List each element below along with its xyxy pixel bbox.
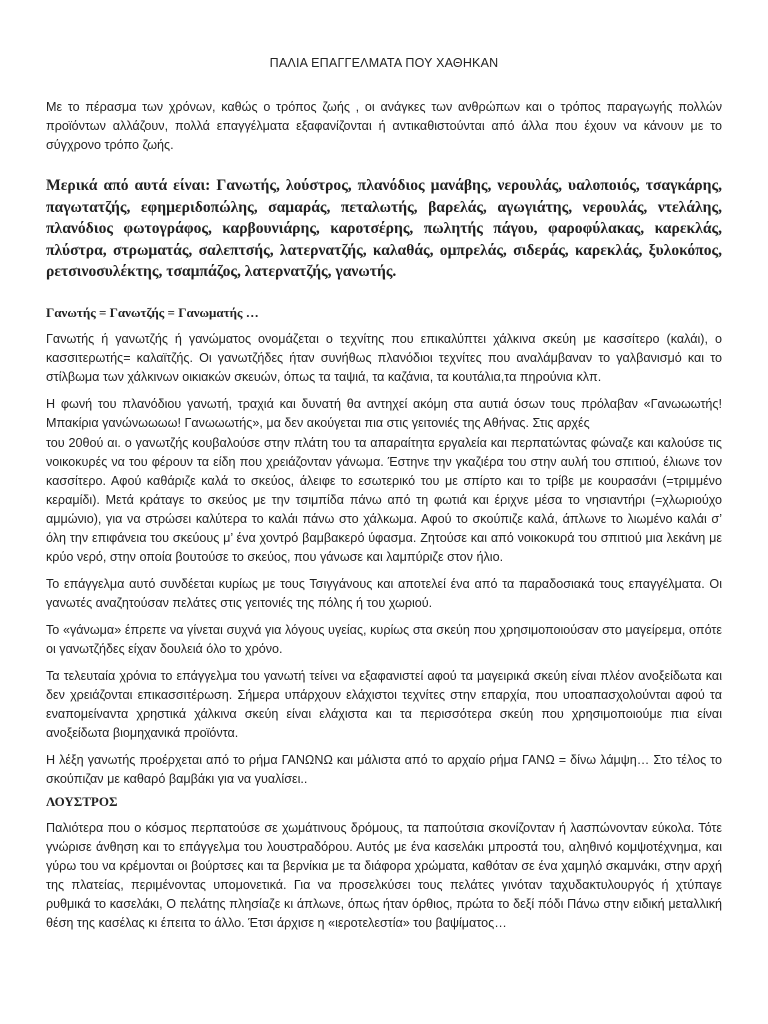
- ganotis-paragraph-5: Το «γάνωμα» έπρεπε να γίνεται συχνά για λόγους υγείας, κυρίως στα σκεύη που χρησιμοποιούσαν στο μαγείρεμα, οπότε οι γανωτζήδες είχαν δουλειά όλο το χρόνο.: [46, 622, 722, 656]
- document-page: [46, 0, 722, 933]
- ganotis-paragraph-4: Το επάγγελμα αυτό συνδέεται κυρίως με τους Τσιγγάνους και αποτελεί ένα από τα παραδοσιακά τους επαγγέλματα. Οι γανωτές αναζητούσαν πελάτες στις γειτονιές της πόλης ή του χωριού.: [46, 576, 722, 610]
- section-heading-loustros: ΛΟΥΣΤΡΟΣ: [46, 793, 118, 809]
- ganotis-paragraph-6: Τα τελευταία χρόνια το επάγγελμα του γανωτή τείνει να εξαφανιστεί αφού τα μαγειρικά σκεύη είναι πλέον ανοξείδωτα και δεν χρειάζονται επικασσιτέρωση. Σήμερα υπάρχουν ελάχιστοι τεχνίτες στην επαρχία, που υποαπασχολούνται αφού τα εναπομείναντα χρηστικά χάλκινα σκεύη είναι ελάχιστα και τα περισσότερα σκεύη που χρησιμοποιούμε πια είναι ανοξείδωτα βιομηχανικά προϊόντα.: [46, 668, 722, 740]
- page-title: ΠΑΛΙΑ ΕΠΑΓΓΕΛΜΑΤΑ ΠΟΥ ΧΑΘΗΚΑΝ: [269, 56, 499, 70]
- loustros-paragraph-1: Παλιότερα που ο κόσμος περπατούσε σε χωμάτινους δρόμους, τα παπούτσια σκονίζονταν ή λασπώνονταν εύκολα. Τότε γνώρισε άνθηση και το επάγγελμα του λουστραδόρου. Αυτός με ένα κασελάκι μπροστά του, αληθινό κομψοτέχνημα, και γύρω του να κρέμονται οι βούρτσες και τα βερνίκια με τα διάφορα χρώματα, καθόταν σε ένα χαμηλό σκαμνάκι, στην αρχή της πλατείας, περιμένοντας υπομονετικά. Για να προσελκύσει τους πελάτες γινόταν ταχυδακτυλουργός ή χτύπαγε ρυθμικά το κασελάκι, Ο πελάτης πλησίαζε κι άπλωνε, όπως ήταν όρθιος, πρώτα το δεξί πόδι Πάνω στην ειδική μεταλλική θέση της κασέλας κι έπειτα το άλλο. Έτσι άρχισε η «ιεροτελεστία» του βαψίματος…: [46, 820, 722, 930]
- ganotis-paragraph-7: Η λέξη γανωτής προέρχεται από το ρήμα ΓΑΝΩΝΩ και μάλιστα από το αρχαίο ρήμα ΓΑΝΩ = δίνω λάμψη… Στο τέλος το σκούπιζαν με καθαρό βαμβάκι για να γυαλίσει..: [46, 752, 722, 786]
- ganotis-paragraph-2: Η φωνή του πλανόδιου γανωτή, τραχιά και δυνατή θα αντηχεί ακόμη στα αυτιά όσων τους πρόλαβαν «Γανωωωτής! Μπακίρια γανώνωωωω! Γανωωωτής», μα δεν ακούγεται πια στις γειτονιές της Αθήνας. Στις αρχές: [46, 396, 722, 430]
- section-heading-ganotis: Γανωτής = Γανωτζής = Γανωματής …: [46, 304, 259, 320]
- ganotis-paragraph-1: Γανωτής ή γανωτζής ή γανώματος ονομάζεται ο τεχνίτης που επικαλύπτει χάλκινα σκεύη με κασσίτερο (καλάι), ο κασσιτερωτής= καλαϊτζής. Οι γανωτζήδες ήταν συνήθως πλανόδιοι τεχνίτες που αναλάμβαναν το γαλβανισμό και το στίλβωμα των χάλκινων οικιακών σκευών, όπως τα ταψιά, τα καζάνια, τα κουτάλια,τα πηρούνια κλπ.: [46, 331, 722, 384]
- ganotis-paragraph-3: του 20θού αι. ο γανωτζής κουβαλούσε στην πλάτη του τα απαραίτητα εργαλεία και περπατώντας φώναζε και καλούσε τις νοικοκυρές να του φέρουν τα είδη που χρειάζονταν γάνωμα. Έστηνε την γκαζιέρα του στην αυλή του σπιτιού, έλιωνε τον κασσίτερο. Αφού καθάριζε καλά το σκεύος, άλειφε το εσωτερικό του με σπίρτο και το τρίβε με κουρασάνι (=τριμμένο κεραμίδι). Μετά κράταγε το σκεύος με την τσιμπίδα πάνω από τη φωτιά και έριχνε μέσα το νησιαντήρι (=χλωριούχο αμμώνιο), για να στρώσει καλύτερα το καλάι πάνω στο χάλκωμα. Αφού το σκούπιζε καλά, άπλωνε το λιωμένο καλάι σ’ όλη την επιφάνεια του σκεύους μ’ ένα χοντρό βαμβακερό ύφασμα. Ζητούσε και από νοικοκυρά του σπιτιού μια λεκάνη με κρύο νερό, στην οποία βουτούσε το σκεύος, που γάνωσε και λαμπύριζε στον ήλιο.: [46, 435, 722, 564]
- professions-list-paragraph: Μερικά από αυτά είναι: Γανωτής, λούστρος, πλανόδιος μανάβης, νερουλάς, υαλοποιός, τσαγκάρης, παγωτατζής, εφημεριδοπώλης, σαμαράς, πεταλωτής, βαρελάς, αγωγιάτης, νερουλάς, ντελάλης, πλανόδιος φωτογράφος, καρβουνιάρης, καροτσέρης, πωλητής πάγου, φαροφύλακας, καρεκλάς, πλύστρα, στρωματάς, σαλεπτσής, λατερνατζής, καλαθάς, ομπρελάς, σιδεράς, καρεκλάς, ξυλοκόπος, ρετσινοσυλέκτης, τσαμπάζος, λατερνατζής, γανωτής.: [46, 177, 722, 280]
- intro-paragraph: Με το πέρασμα των χρόνων, καθώς ο τρόπος ζωής , οι ανάγκες των ανθρώπων και ο τρόπος παραγωγής πολλών προϊόντων αλλάζουν, πολλά επαγγέλματα εξαφανίζονται ή αντικαθιστούνται από άλλα που έχουν να κάνουν με το σύγχρονο τρόπο ζωής.: [46, 100, 722, 152]
